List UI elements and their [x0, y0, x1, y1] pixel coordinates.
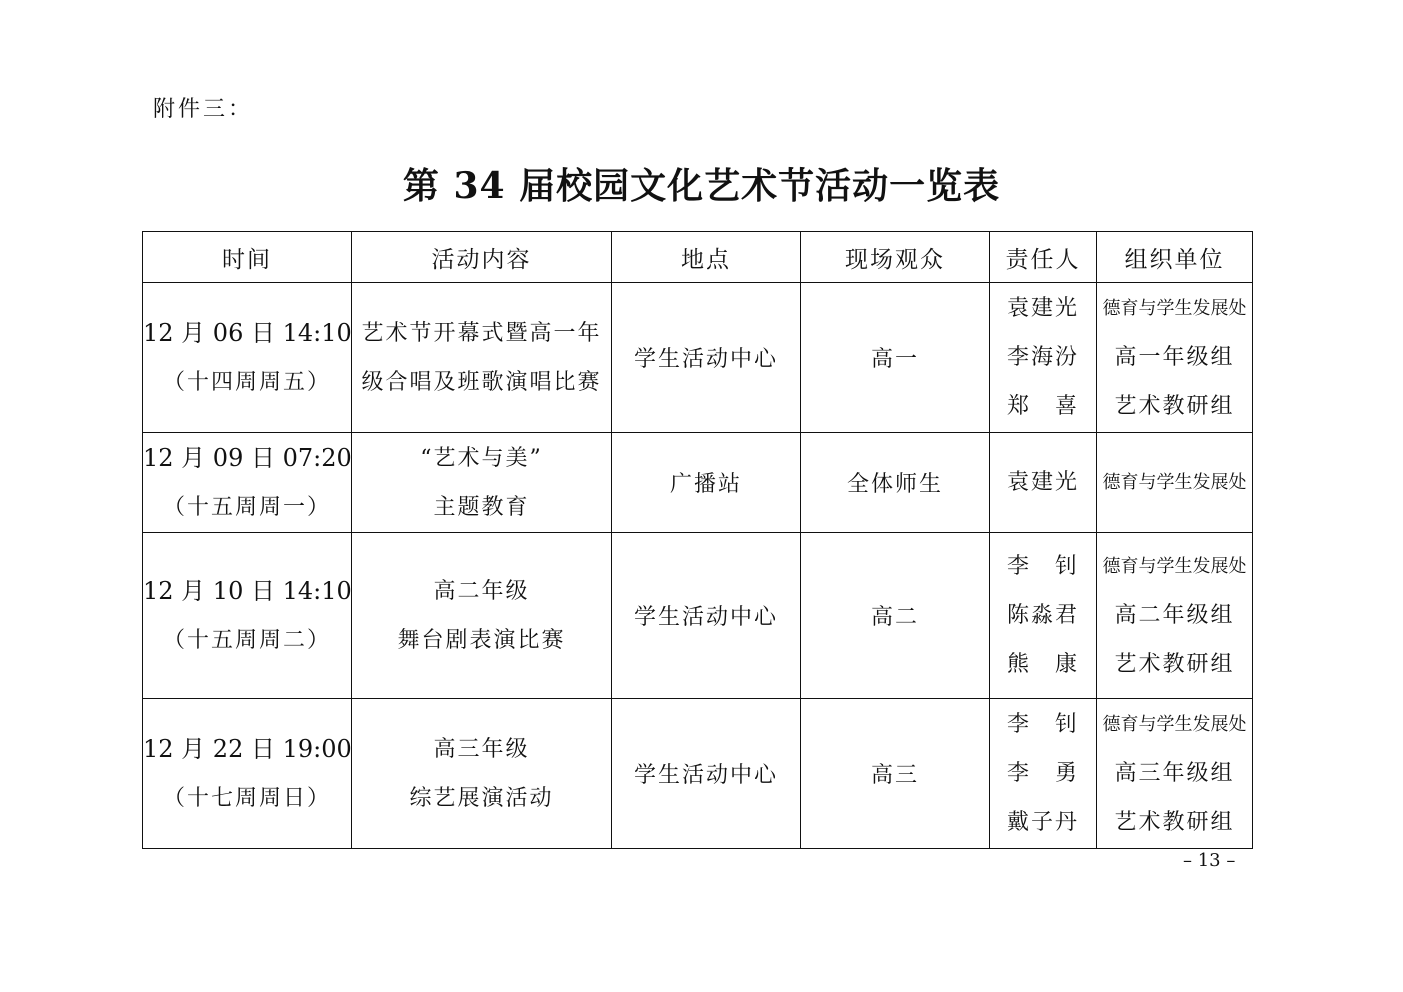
person-name: 袁建光: [1006, 470, 1079, 495]
cell-time: [143, 533, 352, 699]
cell-content: [352, 533, 612, 699]
table-row: [143, 699, 1253, 849]
header-time: 时间: [143, 232, 352, 283]
attachment-label: 附件三：: [153, 97, 254, 122]
content-line: 高二年级: [433, 578, 530, 604]
time-text: 12 月 10 日 14:10: [143, 576, 352, 605]
cell-org: [1097, 533, 1253, 699]
org-name: 艺术教研组: [1114, 652, 1235, 677]
org-name: 德育与学生发展处: [1102, 556, 1247, 577]
time-text: 12 月 22 日 19:00: [143, 734, 352, 763]
content-line: 高三年级: [433, 736, 530, 762]
cell-person: [990, 433, 1097, 533]
table-row: [143, 533, 1253, 699]
cell-org: [1097, 283, 1253, 433]
org-name: 高一年级组: [1114, 345, 1235, 370]
cell-org: [1097, 433, 1253, 533]
cell-time: [143, 283, 352, 433]
content-line: 综艺展演活动: [409, 785, 554, 811]
cell-org: [1097, 699, 1253, 849]
table-row: [143, 433, 1253, 533]
cell-content: [352, 433, 612, 533]
content-line: 艺术节开幕式暨高一年: [361, 320, 602, 346]
week-text: （十五周周一）: [162, 494, 331, 520]
cell-location: 学生活动中心: [612, 699, 801, 849]
activity-table: [142, 231, 1253, 849]
content-line: “艺术与美”: [420, 445, 543, 471]
week-text: （十七周周日）: [162, 785, 331, 811]
cell-content: [352, 699, 612, 849]
person-name: 戴子丹: [1006, 810, 1079, 835]
person-name: 陈淼君: [1006, 603, 1079, 628]
cell-content: [352, 283, 612, 433]
cell-time: [143, 433, 352, 533]
cell-person: [990, 283, 1097, 433]
time-text: 12 月 06 日 14:10: [143, 318, 352, 347]
org-name: 德育与学生发展处: [1102, 472, 1247, 493]
header-content: 活动内容: [352, 232, 612, 283]
cell-audience: 高二: [801, 533, 990, 699]
content-line: 主题教育: [433, 494, 530, 520]
cell-location: 学生活动中心: [612, 283, 801, 433]
content-line: 舞台剧表演比赛: [397, 627, 566, 653]
person-name: 李海汾: [1006, 345, 1079, 370]
page-title: 第 34 届校园文化艺术节活动一览表: [402, 165, 1001, 207]
org-name: 德育与学生发展处: [1102, 714, 1247, 735]
org-name: 艺术教研组: [1114, 394, 1235, 419]
cell-location: 广播站: [612, 433, 801, 533]
person-name: 李 勇: [1006, 761, 1079, 786]
header-person: 责任人: [990, 232, 1097, 283]
cell-location: 学生活动中心: [612, 533, 801, 699]
cell-person: [990, 533, 1097, 699]
person-name: 熊 康: [1006, 652, 1079, 677]
table-header-row: [143, 232, 1253, 283]
cell-audience: 全体师生: [801, 433, 990, 533]
header-org: 组织单位: [1097, 232, 1253, 283]
header-audience: 现场观众: [801, 232, 990, 283]
header-location: 地点: [612, 232, 801, 283]
table-row: [143, 283, 1253, 433]
cell-time: [143, 699, 352, 849]
org-name: 高三年级组: [1114, 761, 1235, 786]
cell-audience: 高一: [801, 283, 990, 433]
org-name: 艺术教研组: [1114, 810, 1235, 835]
week-text: （十四周周五）: [162, 369, 331, 395]
cell-audience: 高三: [801, 699, 990, 849]
cell-person: [990, 699, 1097, 849]
org-name: 德育与学生发展处: [1102, 298, 1247, 319]
week-text: （十五周周二）: [162, 627, 331, 653]
person-name: 郑 喜: [1006, 394, 1079, 419]
person-name: 李 钊: [1006, 712, 1079, 737]
page-number: – 13 –: [1183, 850, 1236, 871]
content-line: 级合唱及班歌演唱比赛: [361, 369, 602, 395]
time-text: 12 月 09 日 07:20: [143, 443, 352, 472]
person-name: 袁建光: [1006, 296, 1079, 321]
person-name: 李 钊: [1006, 554, 1079, 579]
org-name: 高二年级组: [1114, 603, 1235, 628]
